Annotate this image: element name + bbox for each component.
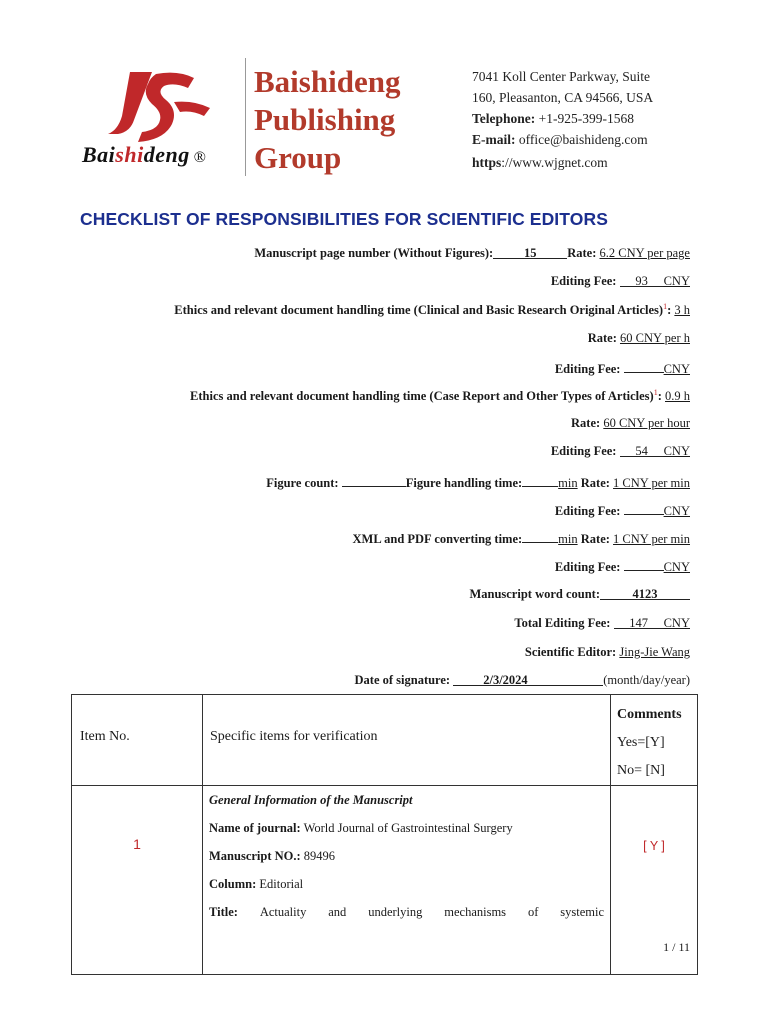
section-heading: General Information of the Manuscript xyxy=(209,793,413,807)
editing-fee-row-4: Editing Fee: CNY xyxy=(554,504,690,518)
baishideng-logotype: Baishideng ® xyxy=(82,142,207,167)
brand-line-1: Baishideng xyxy=(254,64,401,99)
telephone: Telephone: +1-925-399-1568 xyxy=(472,111,634,126)
checklist-table xyxy=(71,694,698,975)
word-count-row: Manuscript word count: 4123 xyxy=(469,587,690,602)
page-title: CHECKLIST OF RESPONSIBILITIES FOR SCIENTIFIC EDITORS xyxy=(80,209,608,229)
ethics-case-row: Ethics and relevant document handling time (Case Report and Other Types of Articles)$^1$: 0.9 h xyxy=(190,388,690,404)
rate-row-2: Rate: 60 CNY per h xyxy=(587,331,690,345)
editing-fee-row-3: Editing Fee: 54 CNY xyxy=(550,444,690,458)
logo-divider xyxy=(245,58,246,176)
xml-row: XML and PDF converting time: min Rate: 1 CNY per min xyxy=(352,532,690,546)
manuscript-line: Manuscript NO.: 89496 xyxy=(209,849,336,863)
address-line-1: 7041 Koll Center Parkway, Suite xyxy=(472,69,650,84)
brand-line-2: Publishing xyxy=(254,102,396,137)
website[interactable]: https://www.wjgnet.com xyxy=(472,155,608,170)
page-number: 1 / 11 xyxy=(663,940,690,954)
ethics-clinical-row: Ethics and relevant document handling time (Clinical and Basic Research Original Articles)$^1$: 3 h xyxy=(174,302,690,318)
brand-line-3: Group xyxy=(254,140,342,175)
header-specific-items: Specific items for verification xyxy=(203,695,611,786)
email[interactable]: E-mail: office@baishideng.com xyxy=(472,132,648,147)
baishideng-logo-icon xyxy=(108,72,213,144)
editing-fee-row-5: Editing Fee: CNY xyxy=(554,560,690,574)
title-line: Title: Actuality and underlying mechanisms of systemic xyxy=(209,905,604,919)
table-header-row xyxy=(72,695,698,786)
column-line: Column: Editorial xyxy=(209,877,304,891)
header-item-no: Item No. xyxy=(72,695,203,786)
editing-fee-row-1: Editing Fee: 93 CNY xyxy=(550,274,690,288)
rate-row-3: Rate: 60 CNY per hour xyxy=(571,416,690,430)
total-fee-row: Total Editing Fee: 147 CNY xyxy=(514,616,690,630)
address-line-2: 160, Pleasanton, CA 94566, USA xyxy=(472,90,654,105)
scientific-editor-row: Scientific Editor: Jing-Jie Wang xyxy=(524,645,690,659)
item-number: 1 xyxy=(72,786,203,975)
comment-answer[interactable]: [ Y ] xyxy=(611,786,698,975)
figure-row: Figure count: Figure handling time: min Rate: 1 CNY per min xyxy=(266,476,690,490)
page-number-row: Manuscript page number (Without Figures): 15 Rate: 6.2 CNY per page xyxy=(254,246,690,260)
date-row: Date of signature: 2/3/2024 (month/day/year) xyxy=(354,673,690,687)
editing-fee-row-2: Editing Fee: CNY xyxy=(554,362,690,376)
journal-line: Name of journal: World Journal of Gastrointestinal Surgery xyxy=(209,821,513,835)
header-comments: Comments Yes=[Y] No= [N] xyxy=(611,695,698,786)
